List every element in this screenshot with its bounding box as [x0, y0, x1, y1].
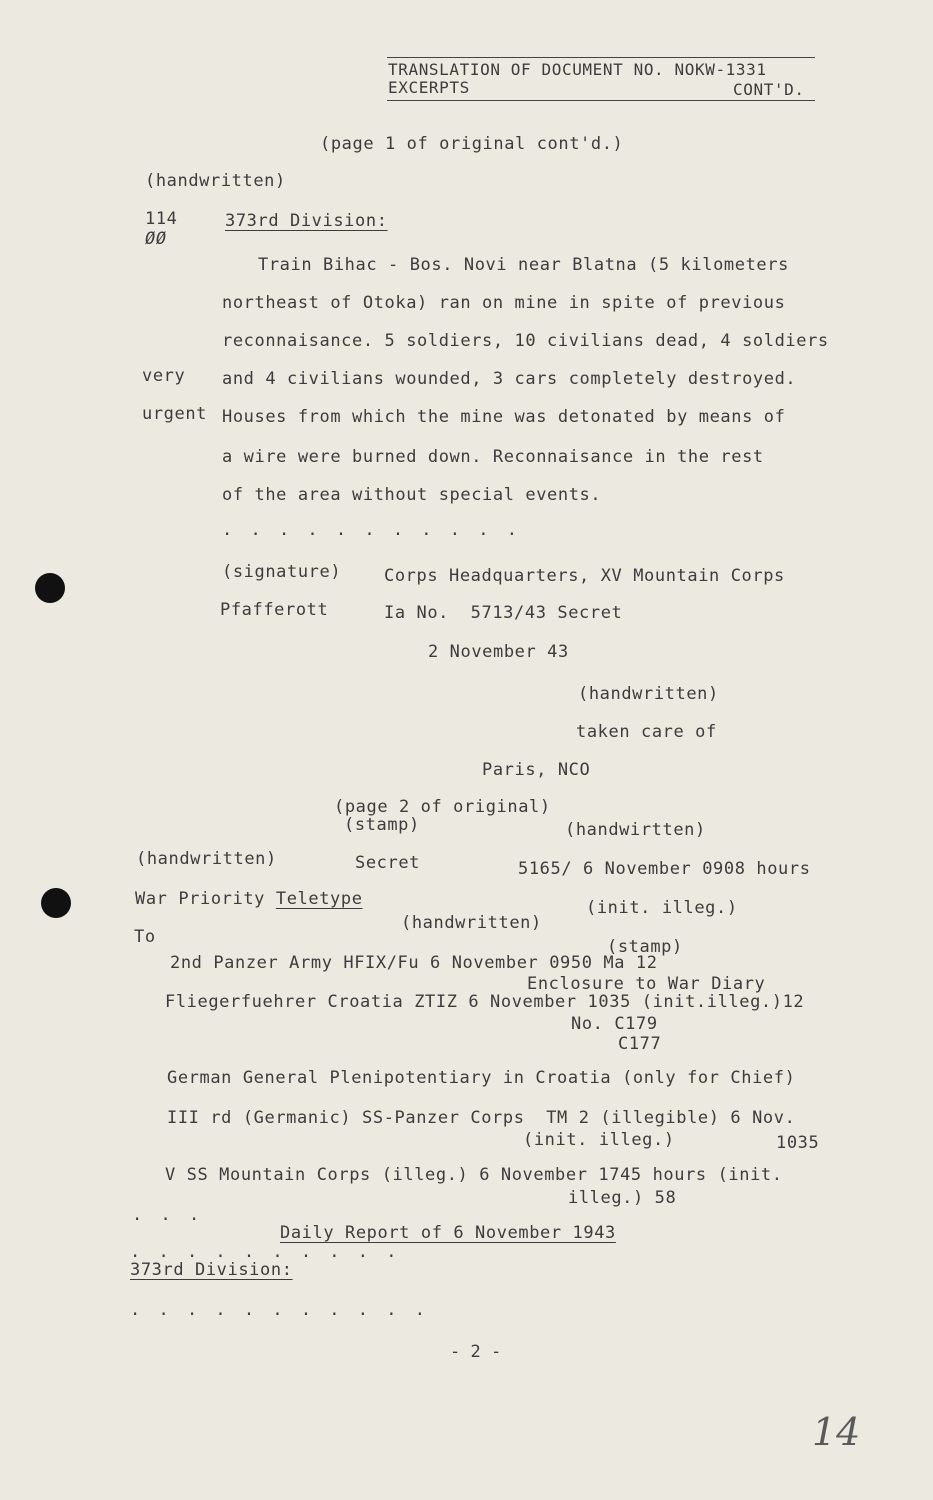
ellipsis-4: . . . . . . . . . . .	[130, 1300, 429, 1320]
date-line: 2 November 43	[428, 642, 569, 662]
recipient-ss-panzer: III rd (Germanic) SS-Panzer Corps TM 2 (illegible) 6 Nov.	[167, 1108, 796, 1128]
header-contd: CONT'D.	[733, 80, 805, 99]
header-excerpts: EXCERPTS	[388, 78, 470, 97]
ellipsis-3: . . . . . . . . . .	[130, 1242, 401, 1262]
margin-very: very	[142, 366, 186, 386]
ia-number: Ia No. 5713/43 Secret	[384, 603, 623, 623]
folio-number: 14	[812, 1410, 861, 1454]
ellipsis: . . . . . . . . . . .	[222, 520, 521, 540]
body-line-5: Houses from which the mine was detonated by means of	[222, 407, 786, 427]
division-heading-2: 373rd Division:	[130, 1260, 293, 1280]
header-title: TRANSLATION OF DOCUMENT NO. NOKW-1331	[388, 60, 767, 79]
signer-name: Pfafferott	[220, 600, 329, 620]
division-heading: 373rd Division:	[225, 211, 388, 231]
corps-headquarters: Corps Headquarters, XV Mountain Corps	[384, 566, 785, 586]
header-top-rule	[387, 57, 815, 58]
body-line-6: a wire were burned down. Reconnaisance in the rest	[222, 447, 764, 467]
stamp-label-2: (stamp)	[607, 937, 683, 957]
body-line-2: northeast of Otoka) ran on mine in spite of previous	[222, 293, 786, 313]
enclosure-note: Enclosure to War Diary	[527, 974, 766, 994]
init-illeg: (init. illeg.)	[586, 898, 738, 918]
daily-report-heading: Daily Report of 6 November 1943	[280, 1223, 616, 1243]
war-priority	[135, 889, 363, 909]
page-number: - 2 -	[450, 1342, 502, 1362]
handwritten-label-2: (handwritten)	[578, 684, 719, 704]
header-bottom-rule	[387, 100, 815, 101]
number-c177: C177	[618, 1034, 662, 1054]
to-label: To	[134, 927, 156, 947]
body-line-1: Train Bihac - Bos. Novi near Blatna (5 kilometers	[258, 255, 789, 275]
recipient-2nd-panzer: 2nd Panzer Army HFIX/Fu 6 November 0950 Ma 12	[170, 953, 658, 973]
handwritten-label: (handwritten)	[145, 171, 286, 191]
handwirtten-label: (handwirtten)	[565, 820, 706, 840]
taken-care: taken care of	[576, 722, 717, 742]
teletype-label: Teletype	[275, 889, 363, 909]
recipient-fliegerfuehrer: Fliegerfuehrer Croatia ZTIZ 6 November 1035 (init.illeg.)12	[165, 992, 805, 1012]
margin-number: 114	[145, 209, 178, 229]
punch-hole-bottom	[41, 888, 71, 918]
init-illeg-2: (init. illeg.)	[523, 1130, 675, 1150]
body-line-3: reconnaisance. 5 soldiers, 10 civilians dead, 4 soldiers	[222, 331, 829, 351]
body-line-7: of the area without special events.	[222, 485, 602, 505]
handwritten-label-4: (handwritten)	[401, 913, 542, 933]
recipient-mountain-corps: V SS Mountain Corps (illeg.) 6 November 1745 hours (init.	[165, 1165, 783, 1185]
time-1035: 1035	[776, 1133, 820, 1153]
page2-note: (page 2 of original)	[334, 797, 551, 817]
stamp-label: (stamp)	[344, 815, 420, 835]
margin-urgent: urgent	[142, 404, 208, 424]
secret-stamp: Secret	[355, 853, 421, 873]
reference-5165: 5165/ 6 November 0908 hours	[518, 859, 811, 879]
war-priority-label: War Priority	[135, 889, 276, 909]
punch-hole-top	[35, 573, 65, 603]
illeg-58: illeg.) 58	[568, 1188, 677, 1208]
page1-note: (page 1 of original cont'd.)	[320, 134, 624, 154]
body-line-4: and 4 civilians wounded, 3 cars completely destroyed.	[222, 369, 797, 389]
ellipsis-2: . . .	[132, 1205, 204, 1225]
paris-nco: Paris, NCO	[482, 760, 591, 780]
margin-mark: ØØ	[145, 229, 167, 249]
signature-label: (signature)	[222, 562, 342, 582]
number-c179: No. C179	[571, 1014, 658, 1034]
recipient-plenipotentiary: German General Plenipotentiary in Croatia (only for Chief)	[167, 1068, 796, 1088]
handwritten-label-3: (handwritten)	[136, 849, 277, 869]
